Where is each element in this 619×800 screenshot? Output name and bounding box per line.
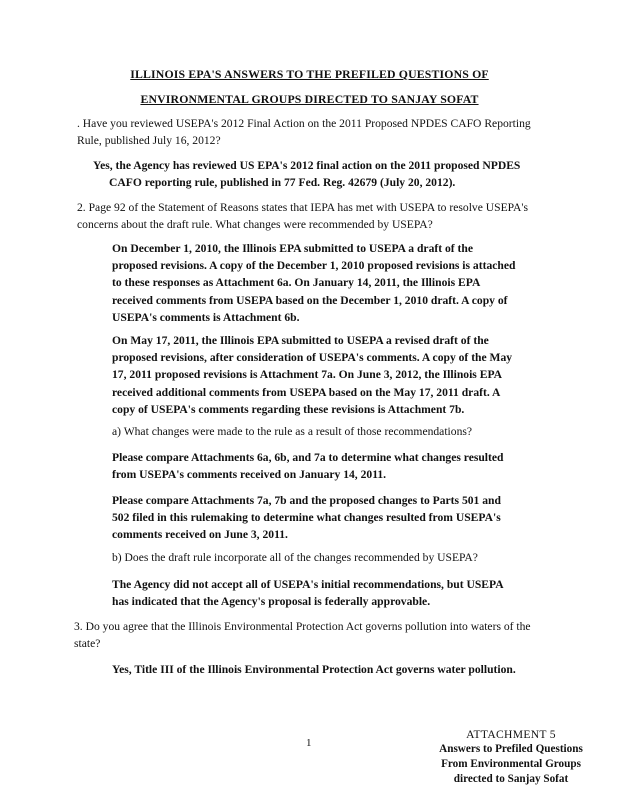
answer-2b: The Agency did not accept all of USEPA's initial recommendations, but USEPA has indicated that the Agency's proposal is federally approvable. (112, 578, 503, 609)
question-2: 2. Page 92 of the Statement of Reasons states that IEPA has met with USEPA to resolve USEPA's concerns about the draft rule. What changes were recommended by USEPA? (77, 201, 529, 232)
answer-2-paragraph-2: On May 17, 2011, the Illinois EPA submitted to USEPA a revised draft of the proposed revisions, after consideration of USEPA's comments. A copy of the May 17, 2011 proposed revisions is Attachment 7a. On June 3, 2012, the Illinois EPA received additional comments from USEPA based on the May 17, 2011 draft. A copy of USEPA's comments regarding these revisions is Attachment 7b. (112, 334, 513, 416)
answer-1: Yes, the Agency has reviewed US EPA's 2012 final action on the 2011 proposed NPDES CAFO reporting rule, published in 77 Fed. Reg. 42679 (July 20, 2012). (93, 159, 521, 190)
question-1: . Have you reviewed USEPA's 2012 Final Action on the 2011 Proposed NPDES CAFO Reporting Rule, published July 16, 2012? (77, 117, 531, 148)
attachment-line-3: directed to Sanjay Sofat (453, 773, 569, 785)
answer-2a-paragraph-1: Please compare Attachments 6a, 6b, and 7a to determine what changes resulted from USEPA's comments received on January 14, 2011. (112, 451, 504, 482)
attachment-line-1: Answers to Prefiled Questions (439, 743, 583, 755)
attachment-label (430, 727, 592, 787)
question-3: 3. Do you agree that the Illinois Environmental Protection Act governs pollution into waters of the state? (74, 620, 531, 651)
attachment-title: ATTACHMENT 5 (466, 728, 556, 741)
document-title-line-1: ILLINOIS EPA'S ANSWERS TO THE PREFILED QUESTIONS OF (130, 67, 489, 81)
question-2b: b) Does the draft rule incorporate all of the changes recommended by USEPA? (112, 551, 478, 564)
question-2a: a) What changes were made to the rule as a result of those recommendations? (112, 425, 473, 438)
answer-3: Yes, Title III of the Illinois Environmental Protection Act governs water pollution. (112, 663, 516, 676)
answer-2a-paragraph-2: Please compare Attachments 7a, 7b and the proposed changes to Parts 501 and 502 filed in this rulemaking to determine what changes resulted from USEPA's comments received on June 3, 2011. (112, 494, 501, 542)
answer-2-paragraph-1: On December 1, 2010, the Illinois EPA submitted to USEPA a draft of the proposed revisions. A copy of the December 1, 2010 proposed revisions is attached to these responses as Attachment 6a. On January 14, 2011, the Illinois EPA received comments from USEPA based on the December 1, 2010 draft. A copy of USEPA's comments is Attachment 6b. (112, 242, 516, 324)
page-number: 1 (306, 737, 312, 749)
attachment-line-2: From Environmental Groups (441, 758, 581, 770)
document-title-line-2: ENVIRONMENTAL GROUPS DIRECTED TO SANJAY SOFAT (140, 92, 479, 106)
